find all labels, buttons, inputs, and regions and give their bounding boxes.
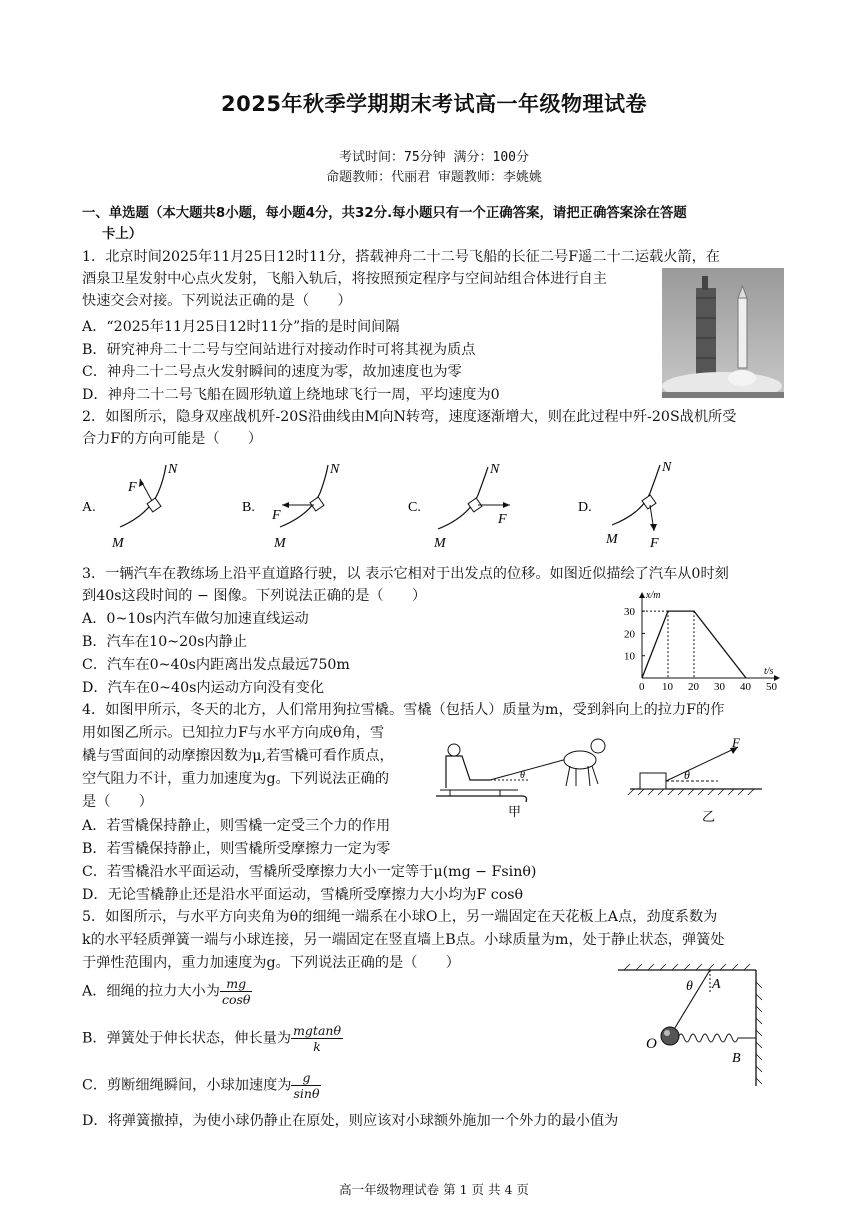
q1-option-c: C．神舟二十二号点火发射瞬间的速度为零，故加速度也为零 (82, 364, 462, 380)
y-axis-arrow (639, 592, 645, 598)
q2-a-f: F (128, 480, 137, 495)
q3-option-b: B．汽车在10~20s内静止 (82, 634, 248, 650)
q2-c-f: F (498, 512, 507, 527)
q1-option-b: B．研究神舟二十二号与空间站进行对接动作时可将其视为质点 (82, 342, 476, 358)
q5-option-b: B．弹簧处于伸长状态，伸长量为 $\frac{mgtan\theta}{k}$ (82, 1023, 341, 1054)
q2-a-n: N (168, 462, 178, 477)
y-axis-label: x/m (646, 590, 661, 601)
q4-figure-yi (626, 735, 766, 825)
q1-stem: 1．北京时间2025年11月25日12时11分，搭载神舟二十二号飞船的长征二号F遥二十二运载火箭，在 (82, 249, 720, 265)
q5-figure (612, 962, 772, 1090)
teachers-info: 命题教师：代丽君 审题教师：李姚姚 (326, 170, 542, 185)
q2-c-m: M (434, 536, 446, 551)
q2-d-n: N (662, 460, 672, 475)
q4-stem-3: 橇与雪面间的动摩擦因数为μ,若雪橇可看作质点， (82, 748, 394, 764)
rocket-launch-photo (662, 268, 784, 398)
q3-xt-chart (614, 590, 784, 694)
q5-point-b: B (732, 1051, 741, 1066)
q4-label-yi: 乙 (702, 809, 716, 824)
q5-ball (661, 1027, 679, 1045)
q2-label-c: C. (408, 500, 421, 515)
q2-stem-2: 合力F的方向可能是（ ） (82, 431, 263, 447)
q2-d-f: F (650, 536, 659, 551)
x-tick-label: 40 (740, 681, 751, 693)
q3-option-d: D．汽车在0~40s内运动方向没有变化 (82, 680, 325, 696)
q4-stem-4: 空气阻力不计，重力加速度为g。下列说法正确的 (82, 771, 390, 787)
q4-jia-theta: θ (520, 770, 525, 781)
x-tick-label: 30 (714, 681, 725, 693)
q2-label-d: D. (578, 500, 592, 515)
exam-info: 考试时间：75分钟 满分：100分 (339, 150, 529, 165)
q5-spring (678, 1034, 756, 1042)
x-tick-label: 20 (688, 681, 699, 693)
q1-option-d: D．神舟二十二号飞船在圆形轨道上绕地球飞行一周，平均速度为0 (82, 387, 500, 403)
section-heading: 一、单选题（本大题共8小题，每小题4分，共32分.每小题只有一个正确答案，请把正确答案涂在答题 (82, 206, 687, 221)
q4-stem-2: 用如图乙所示。已知拉力F与水平方向成θ角，雪 (82, 725, 385, 741)
q2-c-n: N (490, 462, 500, 477)
q5-point-o: O (646, 1036, 657, 1052)
q1-option-a: A．“2025年11月25日12时11分”指的是时间间隔 (82, 319, 400, 335)
y-tick-label: 30 (624, 606, 635, 619)
q3-option-a: A．0~10s内汽车做匀加速直线运动 (82, 611, 309, 627)
q2-label-a: A. (82, 500, 96, 515)
page-title: 2025年秋季学期期末考试高一年级物理试卷 (221, 92, 647, 116)
q4-label-jia: 甲 (508, 804, 522, 819)
q2-d-m: M (606, 532, 618, 547)
q3-option-c: C．汽车在0~40s内距离出发点最远750m (82, 657, 350, 673)
q2-stem: 2．如图所示，隐身双座战机歼-20S沿曲线由M向N转弯，速度逐渐增大，则在此过程中歼-20S战机所受 (82, 409, 737, 425)
x-axis-label: t/s (764, 666, 774, 677)
x-tick-label: 10 (662, 681, 673, 693)
q2-b-n: N (330, 462, 340, 477)
q4-yi-f: F (732, 735, 740, 750)
q2-a-plane (147, 498, 161, 512)
q4-stem: 4．如图甲所示，冬天的北方，人们常用狗拉雪橇。雪橇（包括人）质量为m，受到斜向上的拉力F的作 (82, 702, 725, 718)
y-tick-label: 20 (624, 628, 635, 641)
y-tick-label: 10 (624, 650, 635, 663)
q5-option-c: C．剪断细绳瞬间，小球加速度为 $\frac{g}{\sin\theta}$ (82, 1070, 320, 1101)
q5-point-a: A (712, 977, 721, 992)
q2-options-figure (82, 455, 782, 555)
q4-sled-block (640, 773, 666, 789)
q2-label-b: B. (242, 500, 255, 515)
q4-option-b: B．若雪橇保持静止，则雪橇所受摩擦力一定为零 (82, 841, 391, 857)
q2-a-curve (120, 465, 166, 527)
q5-option-d: D．将弹簧撤掉，为使小球仍静止在原处，则应该对小球额外施加一个外力的最小值为 (82, 1113, 619, 1129)
q4-yi-theta: θ (684, 768, 690, 782)
section-heading-cont: 卡上） (102, 227, 143, 242)
q2-b-m: M (274, 536, 286, 551)
q4-option-d: D．无论雪橇静止还是沿水平面运动，雪橇所受摩擦力大小均为F cosθ (82, 887, 524, 903)
q4-figure-jia (430, 730, 610, 822)
q2-a-m: M (112, 536, 124, 551)
x-tick-label: 50 (766, 681, 777, 693)
q3-stem: 3．一辆汽车在教练场上沿平直道路行驶，以 表示它相对于出发点的位移。如图近似描绘了汽车从0时刻 (82, 566, 729, 582)
q3-stem-2: 到40s这段时间的 − 图像。下列说法正确的是（ ） (82, 588, 427, 604)
q5-stem-2: k的水平轻质弹簧一端与小球连接，另一端固定在竖直墙上B点。小球质量为m，处于静止状态，弹簧处 (82, 932, 725, 948)
q4-force-f-arrow (666, 747, 738, 781)
x-tick-label: 0 (639, 681, 645, 693)
q2-b-f: F (272, 508, 281, 523)
q5-stem-3: 于弹性范围内，重力加速度为g。下列说法正确的是（ ） (82, 955, 460, 971)
q1-stem-2: 酒泉卫星发射中心点火发射，飞船入轨后，将按照预定程序与空间站组合体进行自主 (82, 271, 607, 287)
q5-option-a: A．细绳的拉力大小为 $\frac{mg}{\cos\theta}$ (82, 976, 251, 1007)
q5-theta: θ (686, 979, 693, 994)
q1-stem-3: 快速交会对接。下列说法正确的是（ ） (82, 293, 352, 309)
q4-option-c: C．若雪橇沿水平面运动，雪橇所受摩擦力大小一定等于μ(mg − Fsinθ) (82, 864, 537, 880)
q4-stem-5: 是（ ） (82, 794, 153, 810)
q5-stem: 5．如图所示，与水平方向夹角为θ的细绳一端系在小球O上，另一端固定在天花板上A点，劲度系数为 (82, 909, 718, 925)
page-footer: 高一年级物理试卷 第 1 页 共 4 页 (339, 1182, 529, 1197)
q4-option-a: A．若雪橇保持静止，则雪橇一定受三个力的作用 (82, 818, 391, 834)
